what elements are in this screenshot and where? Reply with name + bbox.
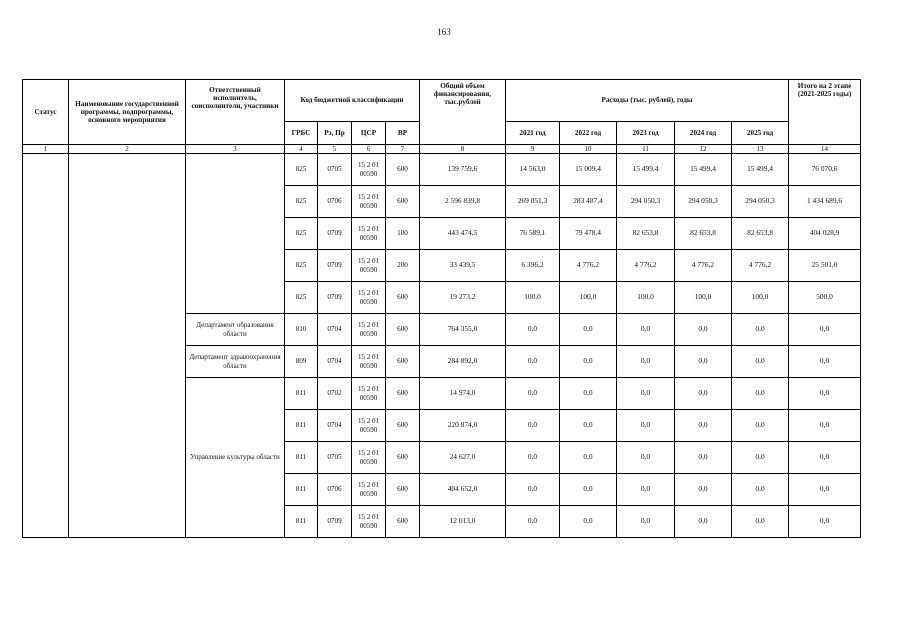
total-cell: 33 439,5	[420, 250, 506, 282]
header-csr: ЦСР	[352, 122, 386, 145]
year-2024-cell: 0,0	[675, 506, 732, 538]
header-year: 2023 год	[617, 122, 675, 145]
year-2022-cell: 79 478,4	[560, 218, 617, 250]
column-number: 1	[23, 145, 69, 154]
rz-pr-cell: 0702	[318, 378, 352, 410]
column-number: 14	[789, 145, 861, 154]
column-number: 11	[617, 145, 675, 154]
header-expenses: Расходы (тыс. рублей), годы	[506, 80, 789, 122]
csr-cell	[352, 378, 386, 410]
year-2025-cell: 82 653,8	[732, 218, 789, 250]
vr-cell: 200	[386, 250, 420, 282]
rz-pr-cell: 0706	[318, 474, 352, 506]
executor-cell: Департамент здравоохранения области	[186, 346, 285, 378]
year-2021-cell: 0,0	[506, 314, 560, 346]
year-2023-cell: 0,0	[617, 346, 675, 378]
csr-cell	[352, 250, 386, 282]
stage-total-cell: 0,0	[789, 314, 861, 346]
csr-cell	[352, 506, 386, 538]
csr-line: 15 2 01	[358, 193, 379, 202]
vr-cell: 600	[386, 474, 420, 506]
csr-cell	[352, 442, 386, 474]
year-2023-cell: 100,0	[617, 282, 675, 314]
rz-pr-cell: 0709	[318, 282, 352, 314]
rz-pr-cell: 0704	[318, 346, 352, 378]
year-2024-cell: 15 499,4	[675, 154, 732, 186]
header-year: 2025 год	[732, 122, 789, 145]
year-2023-cell: 4 776,2	[617, 250, 675, 282]
header-year: 2024 год	[675, 122, 732, 145]
year-2023-cell: 0,0	[617, 314, 675, 346]
year-2023-cell: 0,0	[617, 474, 675, 506]
year-2021-cell: 0,0	[506, 474, 560, 506]
header-year: 2022 год	[560, 122, 617, 145]
csr-line: 00590	[359, 201, 378, 210]
grbs-cell: 825	[285, 218, 318, 250]
year-2024-cell: 4 776,2	[675, 250, 732, 282]
column-number: 6	[352, 145, 386, 154]
vr-cell: 600	[386, 378, 420, 410]
grbs-cell: 825	[285, 282, 318, 314]
total-cell: 443 474,5	[420, 218, 506, 250]
header-stage-total: Итого на 2 этапе (2021-2025 годы)	[789, 80, 861, 145]
csr-line: 00590	[359, 489, 378, 498]
year-2022-cell: 0,0	[560, 442, 617, 474]
csr-line: 15 2 01	[358, 353, 379, 362]
grbs-cell: 811	[285, 378, 318, 410]
vr-cell: 600	[386, 186, 420, 218]
year-2022-cell: 0,0	[560, 314, 617, 346]
stage-total-cell: 0,0	[789, 410, 861, 442]
year-2025-cell: 4 776,2	[732, 250, 789, 282]
csr-cell	[352, 154, 386, 186]
csr-line: 15 2 01	[358, 513, 379, 522]
csr-cell	[352, 218, 386, 250]
year-2022-cell: 100,0	[560, 282, 617, 314]
year-2025-cell: 0,0	[732, 314, 789, 346]
header-program-name: Наименование государственной программы, подпрограммы, основного мероприятия	[69, 80, 186, 145]
total-cell: 139 759,6	[420, 154, 506, 186]
year-2025-cell: 294 050,3	[732, 186, 789, 218]
year-2021-cell: 6 396,2	[506, 250, 560, 282]
year-2021-cell: 0,0	[506, 378, 560, 410]
csr-line: 15 2 01	[358, 161, 379, 170]
year-2025-cell: 0,0	[732, 378, 789, 410]
grbs-cell: 809	[285, 346, 318, 378]
stage-total-cell: 0,0	[789, 474, 861, 506]
year-2024-cell: 0,0	[675, 442, 732, 474]
year-2022-cell: 0,0	[560, 506, 617, 538]
column-number-row	[23, 145, 861, 154]
csr-line: 15 2 01	[358, 417, 379, 426]
year-2024-cell: 100,0	[675, 282, 732, 314]
vr-cell: 100	[386, 218, 420, 250]
year-2024-cell: 82 653,8	[675, 218, 732, 250]
csr-line: 15 2 01	[358, 257, 379, 266]
total-cell: 19 273,2	[420, 282, 506, 314]
csr-line: 00590	[359, 265, 378, 274]
stage-total-cell: 25 501,0	[789, 250, 861, 282]
year-2025-cell: 0,0	[732, 346, 789, 378]
vr-cell: 600	[386, 410, 420, 442]
header-total-financing: Общий объем финансирования, тыс.рублей	[420, 80, 506, 145]
grbs-cell: 811	[285, 410, 318, 442]
csr-cell	[352, 314, 386, 346]
year-2025-cell: 100,0	[732, 282, 789, 314]
csr-line: 00590	[359, 521, 378, 530]
total-cell: 220 874,0	[420, 410, 506, 442]
rz-pr-cell: 0709	[318, 506, 352, 538]
total-cell: 12 013,0	[420, 506, 506, 538]
header-grbs: ГРБС	[285, 122, 318, 145]
rz-pr-cell: 0704	[318, 314, 352, 346]
stage-total-cell: 0,0	[789, 346, 861, 378]
year-2021-cell: 100,0	[506, 282, 560, 314]
csr-line: 15 2 01	[358, 481, 379, 490]
rz-pr-cell: 0704	[318, 410, 352, 442]
csr-line: 00590	[359, 425, 378, 434]
year-2022-cell: 0,0	[560, 378, 617, 410]
stage-total-cell: 0,0	[789, 442, 861, 474]
year-2021-cell: 76 589,1	[506, 218, 560, 250]
csr-cell	[352, 186, 386, 218]
rz-pr-cell: 0705	[318, 442, 352, 474]
budget-table	[22, 79, 861, 538]
rz-pr-cell: 0709	[318, 250, 352, 282]
year-2022-cell: 4 776,2	[560, 250, 617, 282]
stage-total-cell: 0,0	[789, 378, 861, 410]
header-row	[23, 80, 861, 122]
year-2025-cell: 0,0	[732, 410, 789, 442]
csr-line: 00590	[359, 329, 378, 338]
rz-pr-cell: 0706	[318, 186, 352, 218]
year-2021-cell: 0,0	[506, 410, 560, 442]
year-2022-cell: 0,0	[560, 410, 617, 442]
rz-pr-cell: 0705	[318, 154, 352, 186]
csr-line: 00590	[359, 393, 378, 402]
csr-line: 00590	[359, 361, 378, 370]
column-number: 7	[386, 145, 420, 154]
total-cell: 404 652,0	[420, 474, 506, 506]
year-2022-cell: 0,0	[560, 474, 617, 506]
csr-line: 00590	[359, 297, 378, 306]
column-number: 5	[318, 145, 352, 154]
vr-cell: 600	[386, 154, 420, 186]
header-budget-code: Код бюджетной классификации	[285, 80, 420, 122]
year-2024-cell: 294 050,3	[675, 186, 732, 218]
total-cell: 284 892,0	[420, 346, 506, 378]
header-vr: ВР	[386, 122, 420, 145]
stage-total-cell: 0,0	[789, 506, 861, 538]
csr-cell	[352, 346, 386, 378]
grbs-cell: 825	[285, 250, 318, 282]
csr-line: 15 2 01	[358, 449, 379, 458]
csr-cell	[352, 410, 386, 442]
grbs-cell: 811	[285, 442, 318, 474]
total-cell: 24 627,0	[420, 442, 506, 474]
csr-line: 00590	[359, 233, 378, 242]
grbs-cell: 810	[285, 314, 318, 346]
year-2023-cell: 0,0	[617, 506, 675, 538]
year-2022-cell: 283 487,4	[560, 186, 617, 218]
executor-cell	[186, 154, 285, 314]
executor-cell: Управление культуры области	[186, 378, 285, 538]
csr-line: 15 2 01	[358, 385, 379, 394]
column-number: 8	[420, 145, 506, 154]
year-2023-cell: 15 499,4	[617, 154, 675, 186]
year-2024-cell: 0,0	[675, 346, 732, 378]
year-2021-cell: 0,0	[506, 506, 560, 538]
total-cell: 14 974,0	[420, 378, 506, 410]
page-number: 163	[437, 27, 451, 37]
year-2021-cell: 0,0	[506, 442, 560, 474]
year-2023-cell: 0,0	[617, 378, 675, 410]
year-2023-cell: 0,0	[617, 442, 675, 474]
column-number: 9	[506, 145, 560, 154]
executor-cell: Департамент образования области	[186, 314, 285, 346]
year-2025-cell: 15 499,4	[732, 154, 789, 186]
grbs-cell: 825	[285, 154, 318, 186]
csr-line: 15 2 01	[358, 321, 379, 330]
program-name-cell	[69, 154, 186, 538]
stage-total-cell: 76 070,6	[789, 154, 861, 186]
year-2023-cell: 0,0	[617, 410, 675, 442]
csr-cell	[352, 282, 386, 314]
header-year: 2021 год	[506, 122, 560, 145]
column-number: 3	[186, 145, 285, 154]
csr-line: 00590	[359, 169, 378, 178]
year-2021-cell: 269 051,3	[506, 186, 560, 218]
column-number: 13	[732, 145, 789, 154]
column-number: 10	[560, 145, 617, 154]
csr-line: 15 2 01	[358, 289, 379, 298]
header-status: Статус	[23, 80, 69, 145]
csr-line: 00590	[359, 457, 378, 466]
year-2024-cell: 0,0	[675, 474, 732, 506]
year-2023-cell: 294 050,3	[617, 186, 675, 218]
year-2024-cell: 0,0	[675, 314, 732, 346]
year-2025-cell: 0,0	[732, 442, 789, 474]
year-2022-cell: 0,0	[560, 346, 617, 378]
rz-pr-cell: 0709	[318, 218, 352, 250]
year-2025-cell: 0,0	[732, 474, 789, 506]
year-2024-cell: 0,0	[675, 410, 732, 442]
header-rz-pr: Рз, Пр	[318, 122, 352, 145]
column-number: 2	[69, 145, 186, 154]
vr-cell: 600	[386, 506, 420, 538]
vr-cell: 600	[386, 346, 420, 378]
year-2021-cell: 14 563,0	[506, 154, 560, 186]
column-number: 12	[675, 145, 732, 154]
stage-total-cell: 1 434 689,6	[789, 186, 861, 218]
year-2025-cell: 0,0	[732, 506, 789, 538]
grbs-cell: 811	[285, 506, 318, 538]
csr-line: 15 2 01	[358, 225, 379, 234]
status-cell	[23, 154, 69, 538]
year-2023-cell: 82 653,8	[617, 218, 675, 250]
stage-total-cell: 404 028,9	[789, 218, 861, 250]
grbs-cell: 811	[285, 474, 318, 506]
vr-cell: 600	[386, 282, 420, 314]
total-cell: 2 596 839,8	[420, 186, 506, 218]
total-cell: 764 355,0	[420, 314, 506, 346]
column-number: 4	[285, 145, 318, 154]
year-2021-cell: 0,0	[506, 346, 560, 378]
header-executor: Ответственный исполнитель, соисполнители, участники	[186, 80, 285, 145]
csr-cell	[352, 474, 386, 506]
vr-cell: 600	[386, 314, 420, 346]
year-2022-cell: 15 009,4	[560, 154, 617, 186]
table-row	[23, 154, 861, 186]
vr-cell: 600	[386, 442, 420, 474]
year-2024-cell: 0,0	[675, 378, 732, 410]
stage-total-cell: 500,0	[789, 282, 861, 314]
grbs-cell: 825	[285, 186, 318, 218]
